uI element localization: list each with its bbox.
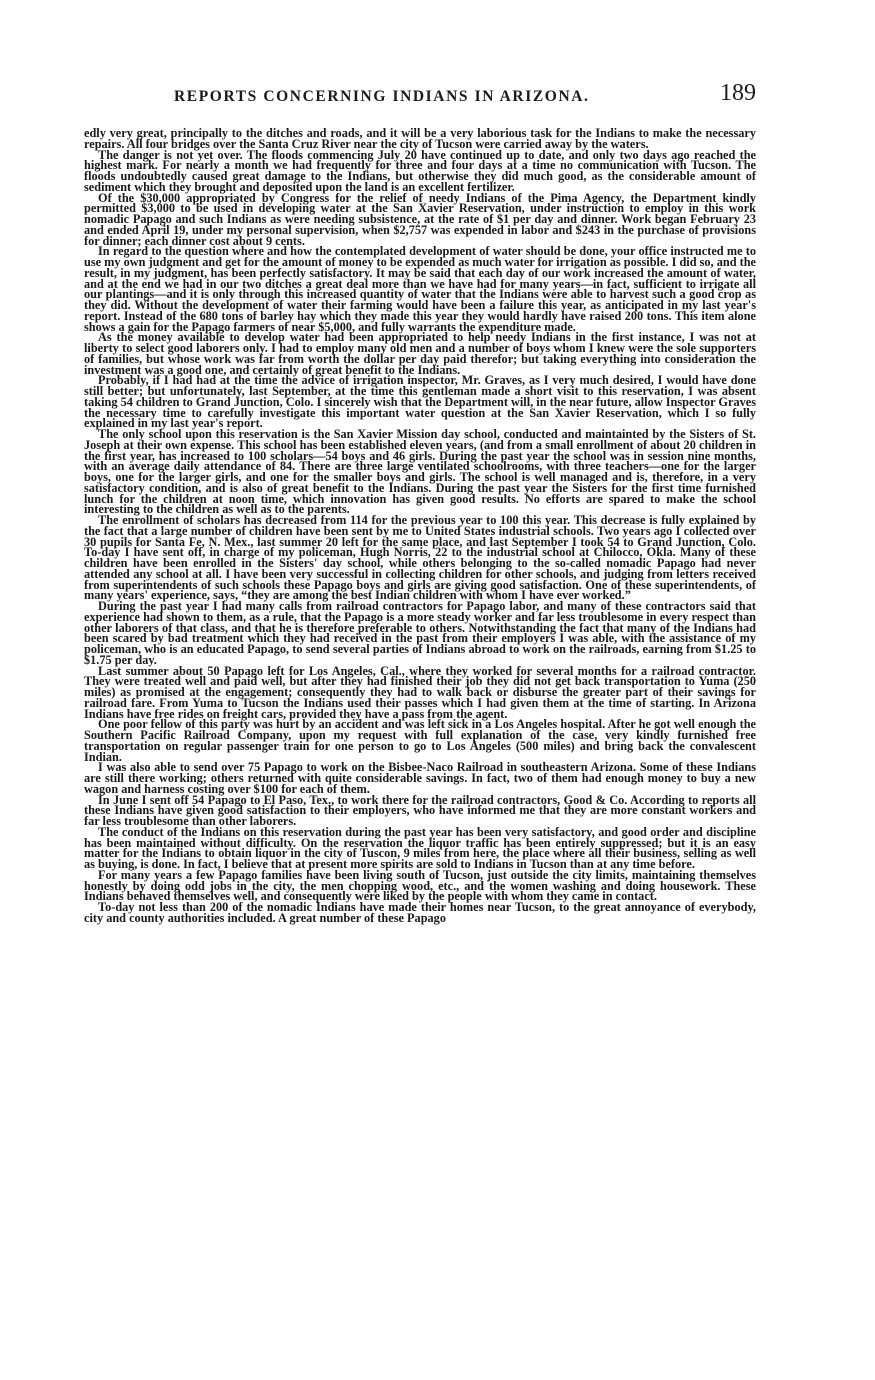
body-text [84,128,756,924]
paragraph: To-day not less than 200 of the nomadic Indians have made their homes near Tucson, to the great annoyance of everybody, city and county authorities included. A great number of these Papago [84,900,756,925]
paragraph: In regard to the question where and how the contemplated development of water should be done, your office instructed me to use my own judgment and get for the amount of money to be expended as much water for irrigation as possible. I did so, and the result, in my judgment, has been perfectly satisfactory. It may be said that each day of our work increased the amount of water, and at the end we had in our two ditches a great deal more than we have had for many years—in fact, sufficient to irrigate all our plantings—and it is only through this increased quantity of water that the Indians were able to harvest such a good crop as they did. Without the development of water their farming would have been a failure this year, as anticipated in my last year's report. Instead of the 680 tons of barley hay which they made this year they would hardly have raised 200 tons. This item alone shows a gain for the Papago farmers of near $5,000, and fully warrants the expenditure made. [84,244,756,334]
paragraph: During the past year I had many calls from railroad contractors for Papago labor, and many of these contractors said that experience had shown to them, as a rule, that the Papago is a more steady worker and far less troublesome in every respect than other laborers of that class, and that he is therefore preferable to others. Notwithstanding the fact that many of the Indians had been scared by bad treatment which they had received in the past from their employers I was able, with the assistance of my policeman, who is an educated Papago, to send several parties of Indians abroad to work on the railroads, earning from $1.25 to $1.75 per day. [84,599,756,667]
paragraph: As the money available to develop water had been appropriated to help needy Indians in the first instance, I was not at liberty to select good laborers only. I had to employ many old men and a number of boys whom I knew were the sole supporters of families, but whose work was far from worth the dollar per day paid therefor; but taking everything into consideration the investment was a good one, and certainly of great benefit to the Indians. [84,330,756,377]
paragraph: Probably, if I had had at the time the advice of irrigation inspector, Mr. Graves, as I very much desired, I would have done still better; but unfortunately, last September, at the time this gentleman made a short visit to this reservation, I was absent taking 54 children to Grand Junction, Colo. I sincerely wish that the Department will, in the near future, allow Inspector Graves the necessary time to carefully investigate this important water question at the San Xavier Reservation, which I so fully explained in my last year's report. [84,373,756,431]
paragraph: For many years a few Papago families have been living south of Tucson, just outside the city limits, maintaining themselves honestly by doing odd jobs in the city, the men chopping wood, etc., and the women washing and doing housework. These Indians behaved themselves well, and consequently were liked by the people with whom they came in contact. [84,867,756,904]
paragraph: I was also able to send over 75 Papago to work on the Bisbee-Naco Railroad in southeastern Arizona. Some of these Indians are still there working; others returned with quite considerable savings. In fact, two of them had enough money to buy a new wagon and harness costing over $100 for each of them. [84,760,756,796]
paragraph: The enrollment of scholars has decreased from 114 for the previous year to 100 this year. This decrease is fully explained by the fact that a large number of children have been sent by me to United States industrial schools. Two years ago I collected over 30 pupils for Santa Fe, N. Mex., last summer 20 left for the same place, and last September I took 54 to Grand Junction, Colo. To-day I have sent off, in charge of my policeman, Hugh Norris, 22 to the industrial school at Chilocco, Okla. Many of these children have been enrolled in the Sisters' day school, while others belonging to the so-called nomadic Papago had never attended any school at all. I have been very successful in collecting children for other schools, and judging from letters received from superintendents of such schools these Papago boys and girls are giving good satisfaction. One of these superintendents, of many years' experience, says, “they are among the best Indian children with whom I have ever worked.” [84,513,756,603]
paragraph: The conduct of the Indians on this reservation during the past year has been very satisfactory, and good order and discipline has been maintained without difficulty. On the reservation the liquor traffic has been entirely suppressed; but it is an easy matter for the Indians to obtain liquor in the city of Tuscon, 9 miles from here, the place where all their business, selling as well as buying, is done. In fact, I believe that at present more spirits are sold to Indians in Tucson than at any time before. [84,824,756,871]
paragraph: The danger is not yet over. The floods commencing July 20 have continued up to date, and only two days ago reached the highest mark. For nearly a month we had frequently for three and four days at a time no communication with Tucson. The floods undoubtedly caused great damage to the Indians, but otherwise they did much good, as the considerable amount of sediment which they brought and deposited upon the land is an excellent fertilizer. [84,147,756,194]
paragraph: One poor fellow of this party was hurt by an accident and was left sick in a Los Angeles hospital. After he got well enough the Southern Pacific Railroad Company, upon my request with full explanation of the case, very kindly furnished free transportation on regular passenger train for one person to go to Los Angeles (500 miles) and bring back the convalescent Indian. [84,717,756,764]
paragraph: edly very great, principally to the ditches and roads, and it will be a very laborious task for the Indians to make the necessary repairs. All four bridges over the Santa Cruz River near the city of Tucson were carried away by the waters. [84,126,756,151]
paragraph: In June I sent off 54 Papago to El Paso, Tex., to work there for the railroad contractors, Good & Co. According to reports all these Indians have given good satisfaction to their employers, who have informed me that they are more constant workers and far less troublesome than other laborers. [84,792,756,828]
page-number: 189 [720,80,756,106]
paragraph: The only school upon this reservation is the San Xavier Mission day school, conducted and maintainted by the Sisters of St. Joseph at their own expense. This school has been established eleven years, (and from a small enrollment of about 20 children in the first year, has increased to 100 scholars—54 boys and 46 girls. During the past year the school was in session nine months, with an average daily attendance of 84. There are three large ventilated schoolrooms, with three teachers—one for the larger boys, one for the larger girls, and one for the smaller boys and girls. The school is well managed and is, therefore, in a very satisfactory condition, and is also of great benefit to the Indians. During the past year the Sisters for the first time furnished lunch for the children at noon time, which innovation has given good results. No efforts are spared to make the school interesting to the children as well as to the parents. [84,427,756,517]
paragraph: Of the $30,000 appropriated by Congress for the relief of needy Indians of the Pima Agency, the Department kindly permitted $3,000 to be used in developing water at the San Xavier Reservation, under instruction to employ in this work nomadic Papago and such Indians as were needing subsistence, at the rate of $1 per day and dinner. Work began February 23 and ended April 19, under my personal supervision, when $2,757 was expended in labor and $243 in the purchase of provisions for dinner; each dinner cost about 9 cents. [84,190,756,248]
page-header [84,80,756,120]
document-page [84,80,756,925]
running-title: REPORTS CONCERNING INDIANS IN ARIZONA. [174,88,590,105]
paragraph: Last summer about 50 Papago left for Los Angeles, Cal., where they worked for several months for a railroad contractor. They were treated well and paid well, but after they had finished their job they did not get back transportation to Yuma (250 miles) as promised at the engagement; consequently they had to walk back or disburse the greater part of their savings for railroad fare. From Yuma to Tucson the Indians used their passes which I had given them at the time of starting. In Arizona Indians have free rides on freight cars, provided they have a pass from the agent. [84,663,756,721]
